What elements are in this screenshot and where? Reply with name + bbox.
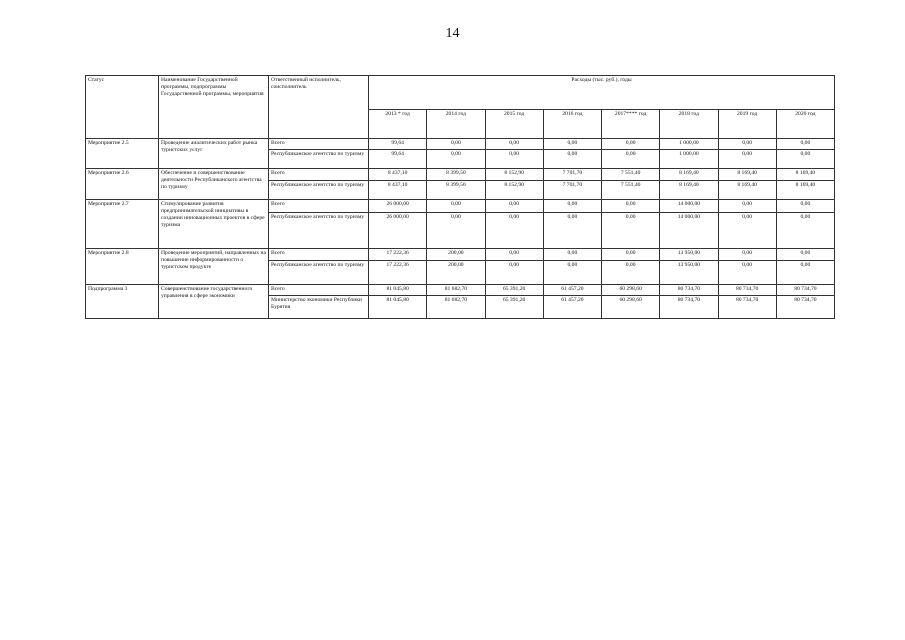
- value-cell: 0,00: [602, 150, 660, 169]
- value-cell: 0,00: [718, 261, 776, 285]
- value-cell: 0,00: [602, 213, 660, 249]
- value-cell: 0,00: [543, 261, 601, 285]
- value-cell: 0,00: [427, 200, 485, 213]
- value-cell: 0,00: [485, 249, 543, 261]
- value-cell: 26 000,00: [369, 200, 427, 213]
- executor-cell: Республиканское агентство по туризму: [269, 213, 369, 249]
- value-cell: 7 551,40: [602, 169, 660, 181]
- value-cell: 26 000,00: [369, 213, 427, 249]
- value-cell: 13 950,00: [660, 249, 718, 261]
- year-header: 2016 год: [543, 110, 601, 139]
- value-cell: 65 391,20: [485, 296, 543, 319]
- value-cell: 0,00: [543, 213, 601, 249]
- executor-cell: Всего: [269, 139, 369, 150]
- value-cell: 0,00: [485, 213, 543, 249]
- value-cell: 80 734,70: [660, 296, 718, 319]
- value-cell: 0,00: [485, 261, 543, 285]
- value-cell: 0,00: [543, 139, 601, 150]
- table-row: [86, 285, 835, 296]
- value-cell: 8 399,50: [427, 169, 485, 181]
- year-header: 2013 * год: [369, 110, 427, 139]
- status-cell: Мероприятие 2.6: [86, 169, 159, 200]
- value-cell: 8 169,40: [660, 169, 718, 181]
- value-cell: 81 045,80: [369, 285, 427, 296]
- value-cell: 0,00: [718, 200, 776, 213]
- value-cell: 0,00: [427, 139, 485, 150]
- header-expenses: Расходы (тыс. руб.), годы: [369, 76, 835, 110]
- value-cell: 8 169,40: [660, 181, 718, 200]
- value-cell: 80 734,70: [718, 296, 776, 319]
- table-body: [86, 76, 835, 319]
- executor-cell: Всего: [269, 285, 369, 296]
- value-cell: 0,00: [543, 150, 601, 169]
- value-cell: 0,00: [602, 200, 660, 213]
- table-row: [86, 200, 835, 213]
- value-cell: 200,00: [427, 249, 485, 261]
- value-cell: 0,00: [543, 200, 601, 213]
- value-cell: 80 734,70: [776, 285, 834, 296]
- value-cell: 8 169,40: [718, 169, 776, 181]
- value-cell: 8 169,40: [776, 169, 834, 181]
- value-cell: 99,64: [369, 139, 427, 150]
- value-cell: 81 682,70: [427, 296, 485, 319]
- year-header: 2015 год: [485, 110, 543, 139]
- value-cell: 0,00: [485, 139, 543, 150]
- value-cell: 0,00: [427, 213, 485, 249]
- value-cell: 61 457,20: [543, 296, 601, 319]
- status-cell: Мероприятие 2.7: [86, 200, 159, 249]
- value-cell: 7 551,40: [602, 181, 660, 200]
- value-cell: 80 734,70: [718, 285, 776, 296]
- value-cell: 8 437,10: [369, 169, 427, 181]
- value-cell: 65 391,20: [485, 285, 543, 296]
- budget-table: [85, 75, 835, 319]
- year-header: 2017**** год: [602, 110, 660, 139]
- value-cell: 1 000,00: [660, 150, 718, 169]
- value-cell: 60 298,60: [602, 296, 660, 319]
- name-cell: Проведение аналитических работ рынка туристских услуг: [159, 139, 269, 169]
- status-cell: Мероприятие 2.8: [86, 249, 159, 285]
- value-cell: 60 298,60: [602, 285, 660, 296]
- value-cell: 0,00: [718, 213, 776, 249]
- value-cell: 0,00: [718, 249, 776, 261]
- executor-cell: Министерство экономики Республики Бурятия: [269, 296, 369, 319]
- value-cell: 8 437,10: [369, 181, 427, 200]
- year-header: 2019 год: [718, 110, 776, 139]
- executor-cell: Республиканское агентство по туризму: [269, 181, 369, 200]
- value-cell: 0,00: [718, 150, 776, 169]
- value-cell: 61 457,20: [543, 285, 601, 296]
- value-cell: 0,00: [776, 139, 834, 150]
- executor-cell: Всего: [269, 200, 369, 213]
- status-cell: Подпрограмма 3: [86, 285, 159, 319]
- value-cell: 14 000,00: [660, 213, 718, 249]
- value-cell: 8 152,90: [485, 169, 543, 181]
- year-header: 2020 год: [776, 110, 834, 139]
- value-cell: 0,00: [776, 213, 834, 249]
- value-cell: 0,00: [427, 150, 485, 169]
- value-cell: 80 734,70: [776, 296, 834, 319]
- value-cell: 0,00: [776, 249, 834, 261]
- name-cell: Обеспечение и совершенствование деятельности Республиканского агентства по туризму: [159, 169, 269, 200]
- header-executor: Ответственный исполнитель, соисполнитель: [269, 76, 369, 139]
- value-cell: 8 169,40: [718, 181, 776, 200]
- value-cell: 99,64: [369, 150, 427, 169]
- value-cell: 200,00: [427, 261, 485, 285]
- table-row: [86, 169, 835, 181]
- executor-cell: Республиканское агентство по туризму: [269, 261, 369, 285]
- value-cell: 0,00: [543, 249, 601, 261]
- executor-cell: Республиканское агентство по туризму: [269, 150, 369, 169]
- value-cell: 14 000,00: [660, 200, 718, 213]
- value-cell: 0,00: [718, 139, 776, 150]
- value-cell: 13 950,00: [660, 261, 718, 285]
- value-cell: 17 222,36: [369, 261, 427, 285]
- value-cell: 80 734,70: [660, 285, 718, 296]
- value-cell: 7 701,70: [543, 169, 601, 181]
- value-cell: 0,00: [602, 249, 660, 261]
- header-status: Статус: [86, 76, 159, 139]
- value-cell: 8 152,90: [485, 181, 543, 200]
- header-row: [86, 76, 835, 110]
- value-cell: 0,00: [602, 261, 660, 285]
- page-number: 14: [445, 26, 460, 41]
- name-cell: Совершенствование государственного управления в сфере экономики: [159, 285, 269, 319]
- value-cell: 81 045,80: [369, 296, 427, 319]
- header-name: Наименование Государственной программы, подпрограммы Государственной программы, мероприятия: [159, 76, 269, 139]
- value-cell: 0,00: [485, 200, 543, 213]
- value-cell: 0,00: [602, 139, 660, 150]
- value-cell: 0,00: [485, 150, 543, 169]
- value-cell: 0,00: [776, 200, 834, 213]
- executor-cell: Всего: [269, 169, 369, 181]
- year-header: 2014 год: [427, 110, 485, 139]
- value-cell: 8 399,50: [427, 181, 485, 200]
- year-header: 2018 год: [660, 110, 718, 139]
- value-cell: 0,00: [776, 261, 834, 285]
- table-row: [86, 249, 835, 261]
- table-row: [86, 139, 835, 150]
- value-cell: 8 169,40: [776, 181, 834, 200]
- value-cell: 1 000,00: [660, 139, 718, 150]
- executor-cell: Всего: [269, 249, 369, 261]
- status-cell: Мероприятие 2.5: [86, 139, 159, 169]
- value-cell: 17 222,36: [369, 249, 427, 261]
- name-cell: Проведение мероприятий, направленных на повышение информированности о туристском продукте: [159, 249, 269, 285]
- value-cell: 0,00: [776, 150, 834, 169]
- name-cell: Стимулирование развития предпринимательской инициативы в создании инновационных проектов в сфере туризма: [159, 200, 269, 249]
- value-cell: 7 701,70: [543, 181, 601, 200]
- value-cell: 81 682,70: [427, 285, 485, 296]
